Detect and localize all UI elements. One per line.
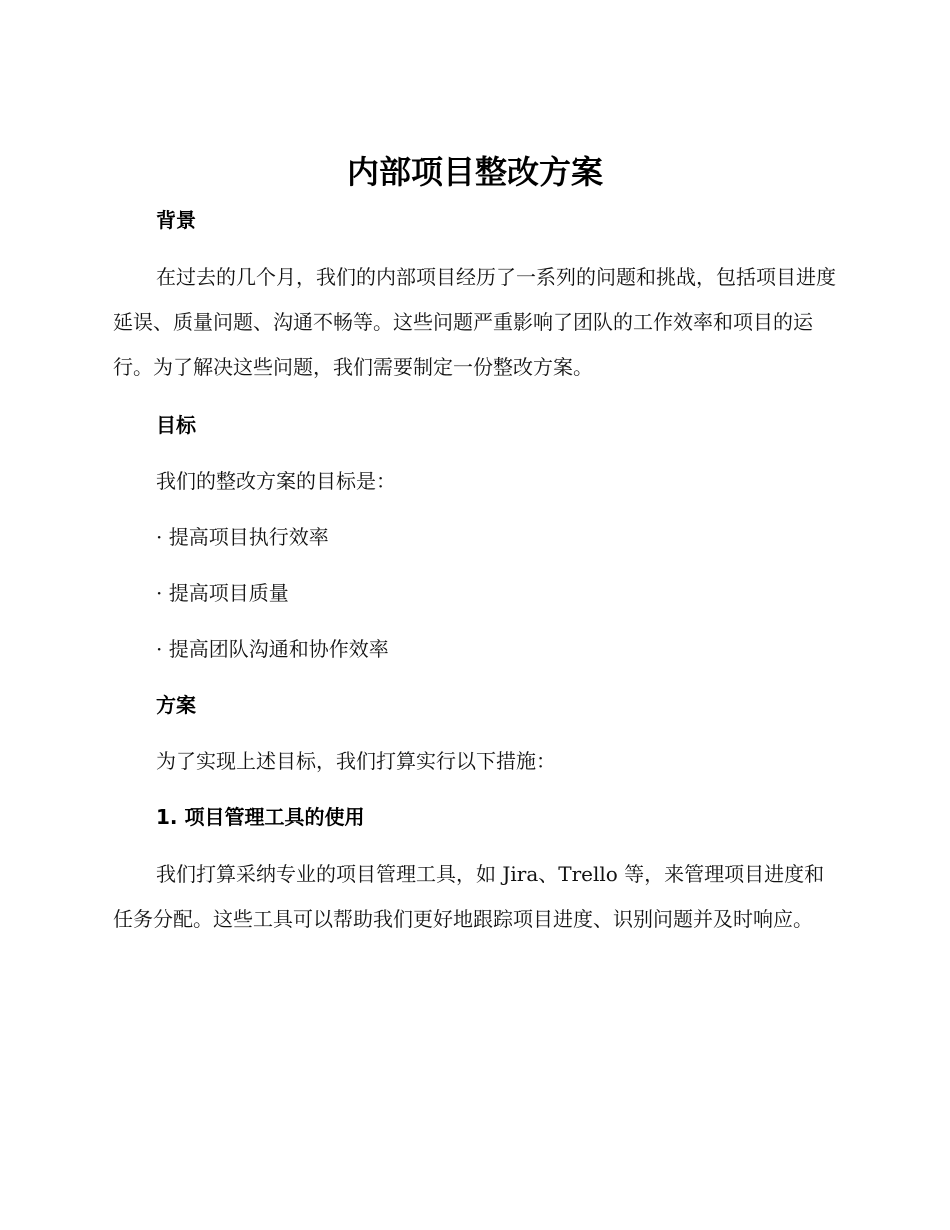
section-heading-background: 背景 <box>156 208 196 232</box>
plan-intro: 为了实现上述目标，我们打算实行以下措施： <box>156 749 556 773</box>
section-heading-plan: 方案 <box>156 693 196 717</box>
plan-item-heading-1: 1. 项目管理工具的使用 <box>156 805 365 829</box>
goals-intro: 我们的整改方案的目标是： <box>156 469 396 493</box>
goal-bullet-3: · 提高团队沟通和协作效率 <box>156 637 389 661</box>
section-heading-goals: 目标 <box>156 413 196 437</box>
document-title: 内部项目整改方案 <box>346 153 603 191</box>
background-paragraph: 在过去的几个月，我们的内部项目经历了一系列的问题和挑战，包括项目进度延误、质量问题、沟通不畅等。这些问题严重影响了团队的工作效率和项目的运行。为了解决这些问题，我们需要制定一份整改方案。 <box>113 265 836 379</box>
document-body <box>113 199 837 956</box>
plan-item-paragraph-1: 我们打算采纳专业的项目管理工具，如 Jira、Trello 等，来管理项目进度和任务分配。这些工具可以帮助我们更好地跟踪项目进度、识别问题并及时响应。 <box>113 862 825 931</box>
goal-bullet-1: · 提高项目执行效率 <box>156 525 329 549</box>
goal-bullet-2: · 提高项目质量 <box>156 581 289 605</box>
